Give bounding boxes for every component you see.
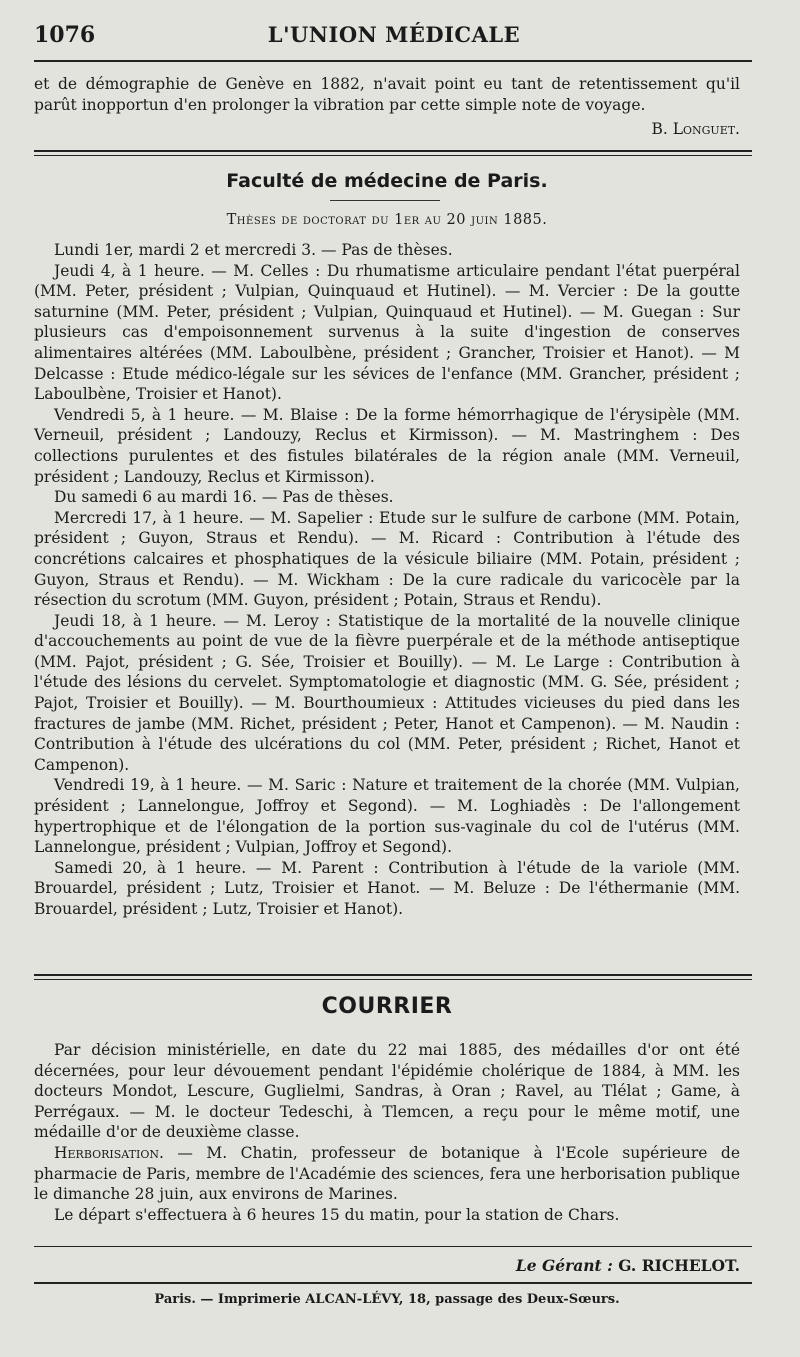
faculty-title-rule [330,200,440,201]
page-number: 1076 [34,22,96,48]
footer-rule [34,1246,752,1247]
theses-entry: Mercredi 17, à 1 heure. — M. Sapelier : Etude sur le sulfure de carbone (MM. Potain, président ; Guyon, Straus et Rendu). — M. Ricard : Contribution à l'étude des concrétions calcaires et phosphatiques de la vésicule biliaire (MM. Potain, président ; Guyon, Straus et Rendu). — M. Wickham : De la cure radicale du varicocèle par la résection du scrotum (MM. Guyon, président ; Potain, Straus et Rendu). [34,508,740,610]
header-rule [34,60,752,62]
theses-entry: Samedi 20, à 1 heure. — M. Parent : Contribution à l'étude de la variole (MM. Brouardel, président ; Lutz, Troisier et Hanot. — M. Beluze : De l'éthermanie (MM. Brouardel, président ; Lutz, Troisier et Hanot). [34,858,740,918]
courrier-paragraph: Par décision ministérielle, en date du 22 mai 1885, des médailles d'or ont été décernées, pour leur dévouement pendant l'épidémie cholérique de 1884, à MM. les docteurs Mondot, Lescure, Guglielmi, Sandras, à Oran ; Ravel, au Tlélat ; Game, à Perrégaux. — M. le docteur Tedeschi, à Tlemcen, a reçu pour le même motif, une médaille d'or de deuxième classe. [34,1041,740,1142]
theses-list [34,240,740,920]
imprint-rule [34,1282,752,1284]
journal-title: L'UNION MÉDICALE [267,22,521,47]
intro-signature: B. Longuet. [651,120,740,138]
theses-entry: Vendredi 5, à 1 heure. — M. Blaise : De la forme hémorrhagique de l'érysipèle (MM. Verneuil, président ; Landouzy, Reclus et Kirmisson). — M. Mastringhem : Des collections purulentes et des fistules bilatérales de la région anale (MM. Verneuil, président ; Landouzy, Reclus et Kirmisson). [34,405,740,486]
theses-entry: Du samedi 6 au mardi 16. — Pas de thèses. [54,488,394,507]
courrier-paragraph: Herborisation. — M. Chatin, professeur de botanique à l'Ecole supérieure de pharmacie de Paris, membre de l'Académie des sciences, fera une herborisation publique le dimanche 28 juin, aux environs de Marines. [34,1143,740,1204]
courrier-paragraph: Le départ s'effectuera à 6 heures 15 du matin, pour la station de Chars. [54,1205,620,1224]
manager-name: G. RICHELOT. [618,1256,740,1275]
theses-subtitle: Thèses de doctorat du 1er au 20 juin 1885. [226,212,548,228]
theses-entry: Jeudi 18, à 1 heure. — M. Leroy : Statistique de la mortalité de la nouvelle clinique d'accouchements au point de vue de la fièvre puerpérale et de la méthode antiseptique (MM. Pajot, président ; G. Sée, Troisier et Bouilly). — M. Le Large : Contribution à l'étude des lésions du cervelet. Symptomatologie et diagnostic (MM. G. Sée, président ; Pajot, Troisier et Bouilly). — M. Bourthoumieux : Attitudes vicieuses du pied dans les fractures de jambe (MM. Richet, président ; Peter, Hanot et Campenon). — M. Naudin : Contribution à l'étude des ulcérations du col (MM. Peter, président ; Richet, Hanot et Campenon). [34,611,740,774]
faculty-title: Faculté de médecine de Paris. [226,170,548,192]
manager-line [516,1256,740,1275]
courrier-divider-thin [34,979,752,980]
courrier-divider [34,974,752,976]
manager-label: Le Gérant : [515,1256,613,1275]
courrier-title: COURRIER [321,994,453,1019]
page-header [34,22,754,48]
theses-entry: Lundi 1er, mardi 2 et mercredi 3. — Pas de thèses. [54,241,453,259]
theses-entry: Jeudi 4, à 1 heure. — M. Celles : Du rhumatisme articulaire pendant l'état puerpéral (MM. Peter, président ; Vulpian, Quinquaud et Hutinel). — M. Vercier : De la goutte saturnine (MM. Peter, président ; Vulpian, Quinquaud et Hutinel). — M. Guegan : Sur plusieurs cas d'empoisonnement survenus à la suite d'ingestion de conserves alimentaires altérées (MM. Laboulbène, président ; Grancher, Troisier et Hanot). — M Delcasse : Etude médico-légale sur les sévices de l'enfance (MM. Grancher, président ; Laboulbène, Troisier et Hanot). [34,261,740,404]
courrier-body [34,1040,740,1225]
printer-imprint: Paris. — Imprimerie ALCAN-LÉVY, 18, passage des Deux-Sœurs. [154,1292,620,1307]
intro-paragraph: et de démographie de Genève en 1882, n'avait point eu tant de retentissement qu'il parût inopportun d'en prolonger la vibration par cette simple note de voyage. [34,75,740,114]
section-divider-thin [34,155,752,156]
section-divider [34,150,752,152]
herborisation-label: Herborisation. [54,1143,164,1162]
theses-entry: Vendredi 19, à 1 heure. — M. Saric : Nature et traitement de la chorée (MM. Vulpian, président ; Lannelongue, Joffroy et Segond). — M. Loghiadès : De l'allongement hypertrophique et de l'élongation de la portion sus-vaginale du col de l'utérus (MM. Lannelongue, président ; Vulpian, Joffroy et Segond). [34,776,740,857]
